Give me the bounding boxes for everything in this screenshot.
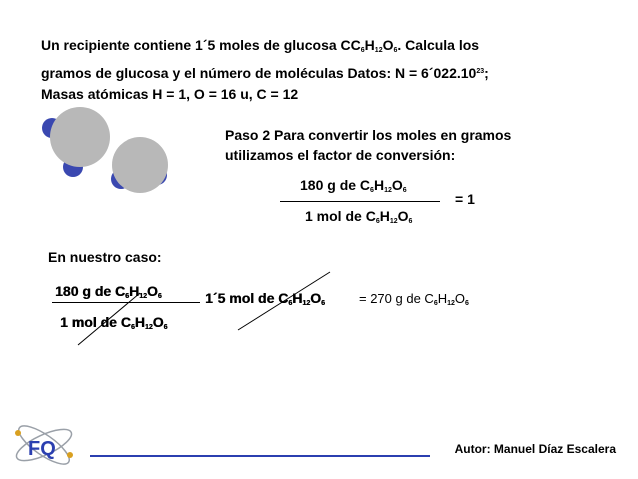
factor-denominator: 1 mol de $C_6H_{12}O_6$ <box>305 208 413 225</box>
logo-text: FQ <box>28 438 56 460</box>
step-2-line-2: utilizamos el factor de conversión: <box>225 147 456 163</box>
problem-line-2: gramos de glucosa y el número de moléculas Datos: $N = 6´022.10^{23}$; <box>41 65 489 81</box>
author-credit: Autor: Manuel Díaz Escalera <box>454 442 616 456</box>
problem-line-1: Un recipiente contiene 1´5 moles de glucosa $CC_6H_{12}O_6$. Calcula los <box>41 37 480 54</box>
factor-numerator: 180 g de $C_6H_{12}O_6$ <box>300 177 407 194</box>
footer-line <box>90 455 430 457</box>
case-numerator: 180 g de $C_6H_{12}O_6$ <box>55 283 162 300</box>
step-2-line-1: Paso 2 Para convertir los moles en gramos <box>225 127 512 143</box>
case-label: En nuestro caso: <box>48 249 162 265</box>
case-result: = 270 g de $C_6H_{12}O_6$ <box>359 291 469 307</box>
problem-line-3: Masas atómicas H = 1, O = 16 u, C = 12 <box>41 86 299 102</box>
cancel-stroke <box>78 293 140 345</box>
case-moles: 1´5 mol de $C_6H_{12}O_6$ <box>205 290 325 307</box>
fq-logo <box>8 415 80 475</box>
factor-equals: = 1 <box>455 191 475 207</box>
cancel-stroke <box>238 272 330 330</box>
case-denominator: 1 mol de $C_6H_{12}O_6$ <box>60 314 168 331</box>
